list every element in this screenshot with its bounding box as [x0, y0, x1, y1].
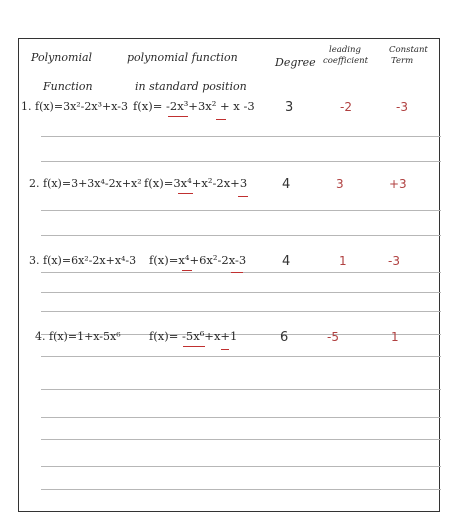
ruled-line	[41, 136, 441, 137]
row-2-constant: +3	[389, 177, 407, 191]
header-standard-1: polynomial function	[127, 51, 238, 64]
row-1-degree: 3	[285, 100, 294, 115]
row-4-underline	[221, 349, 229, 350]
row-1-underline	[216, 119, 226, 120]
row-4-constant: 1	[391, 330, 399, 344]
header-constant: Constant	[389, 45, 428, 55]
ruled-line	[41, 311, 441, 312]
row-3-constant: -3	[388, 254, 400, 268]
row-1-constant: -3	[396, 100, 408, 114]
header-term: Term	[391, 56, 414, 66]
row-4-degree: 6	[280, 330, 289, 345]
row-1-underline	[168, 116, 188, 117]
row-2-underline	[238, 196, 248, 197]
header-degree: Degree	[275, 56, 316, 69]
row-2-function: 2. f(x)=3+3x⁴-2x+x²	[29, 177, 142, 190]
row-4-function: 4. f(x)=1+x-5x⁶	[35, 330, 121, 343]
ruled-line	[41, 439, 441, 440]
ruled-line	[41, 292, 441, 293]
row-2-degree: 4	[282, 177, 291, 192]
row-1-function: 1. f(x)=3x²-2x³+x-3	[21, 100, 128, 113]
row-4-leading: -5	[327, 330, 339, 344]
ruled-line	[41, 466, 441, 467]
row-3-leading: 1	[339, 254, 347, 268]
ruled-line	[41, 161, 441, 162]
ruled-line	[41, 389, 441, 390]
row-2-underline	[178, 193, 193, 194]
row-3-underline	[182, 270, 192, 271]
row-1-leading: -2	[340, 100, 352, 114]
row-3-degree: 4	[282, 254, 291, 269]
row-1-standard: f(x)= -2x³+3x² + x -3	[133, 99, 255, 113]
header-leading: leading	[329, 45, 361, 55]
row-2-leading: 3	[336, 177, 344, 191]
ruled-line	[41, 417, 441, 418]
worksheet	[18, 38, 440, 512]
ruled-line	[41, 235, 441, 236]
header-standard-2: in standard position	[135, 80, 247, 93]
row-4-underline	[183, 346, 205, 347]
row-2-standard: f(x)=3x⁴+x²-2x+3	[144, 176, 248, 190]
row-4-standard: f(x)= -5x⁶+x+1	[149, 329, 238, 343]
row-3-standard: f(x)=x⁴+6x²-2x-3	[149, 253, 247, 267]
header-coefficient: coefficient	[323, 56, 369, 66]
row-3-underline	[231, 272, 243, 273]
ruled-line	[41, 489, 441, 490]
row-3-function: 3. f(x)=6x²-2x+x⁴-3	[29, 254, 137, 267]
ruled-line	[41, 356, 441, 357]
ruled-line	[41, 210, 441, 211]
header-function: Function	[43, 80, 93, 93]
header-polynomial: Polynomial	[31, 51, 93, 64]
